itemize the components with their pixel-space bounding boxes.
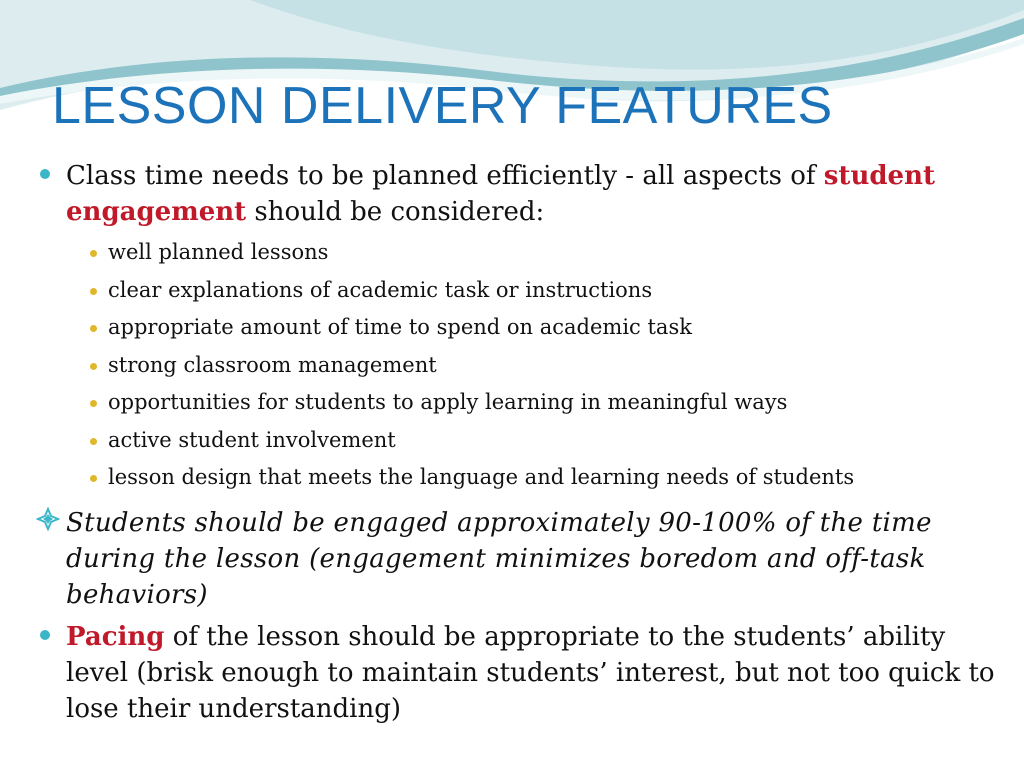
bullet-pacing bbox=[38, 619, 998, 727]
bullet-class-time bbox=[38, 158, 998, 230]
diamond-bullet-icon bbox=[36, 507, 60, 531]
circle-bullet-icon bbox=[90, 438, 97, 445]
circle-bullet-icon bbox=[90, 325, 97, 332]
list-item bbox=[38, 459, 998, 497]
circle-bullet-icon bbox=[90, 475, 97, 482]
list-item bbox=[38, 272, 998, 310]
highlight-student-engagement: student engagement bbox=[66, 161, 935, 227]
bullet-text: should be considered: bbox=[246, 197, 545, 227]
bullet-text: Students should be engaged approximately 90-100% of the time during the lesson (engagement minimizes boredom and off-task behaviors) bbox=[66, 507, 932, 610]
list-item bbox=[38, 384, 998, 422]
engagement-aspects-list bbox=[38, 234, 998, 497]
list-item bbox=[38, 309, 998, 347]
highlight-pacing: Pacing bbox=[66, 621, 165, 652]
bullet-text: of the lesson should be appropriate to the students’ ability level (brisk enough to maintain students’ interest, but not too quick to lose their understanding) bbox=[66, 621, 995, 724]
circle-bullet-icon bbox=[90, 363, 97, 370]
list-item-text: active student involvement bbox=[108, 427, 396, 452]
list-item-text: appropriate amount of time to spend on academic task bbox=[108, 315, 692, 339]
list-item-text: opportunities for students to apply learning in meaningful ways bbox=[108, 390, 788, 414]
list-item-text: strong classroom management bbox=[108, 352, 437, 377]
list-item-text: well planned lessons bbox=[108, 240, 329, 264]
list-item-text: clear explanations of academic task or instructions bbox=[108, 277, 653, 302]
bullet-engagement-percent bbox=[38, 505, 998, 613]
slide-content bbox=[38, 158, 998, 731]
circle-bullet-icon bbox=[90, 250, 97, 257]
bullet-text: Class time needs to be planned efficiently - all aspects of bbox=[66, 161, 824, 191]
circle-bullet-icon bbox=[90, 400, 97, 407]
slide-title: LESSON DELIVERY FEATURES bbox=[52, 77, 833, 135]
list-item bbox=[38, 422, 998, 460]
list-item-text: lesson design that meets the language and learning needs of students bbox=[108, 465, 855, 489]
list-item bbox=[38, 347, 998, 385]
circle-bullet-icon bbox=[90, 288, 97, 295]
list-item bbox=[38, 234, 998, 272]
circle-bullet-icon bbox=[40, 169, 50, 179]
circle-bullet-icon bbox=[40, 630, 50, 640]
